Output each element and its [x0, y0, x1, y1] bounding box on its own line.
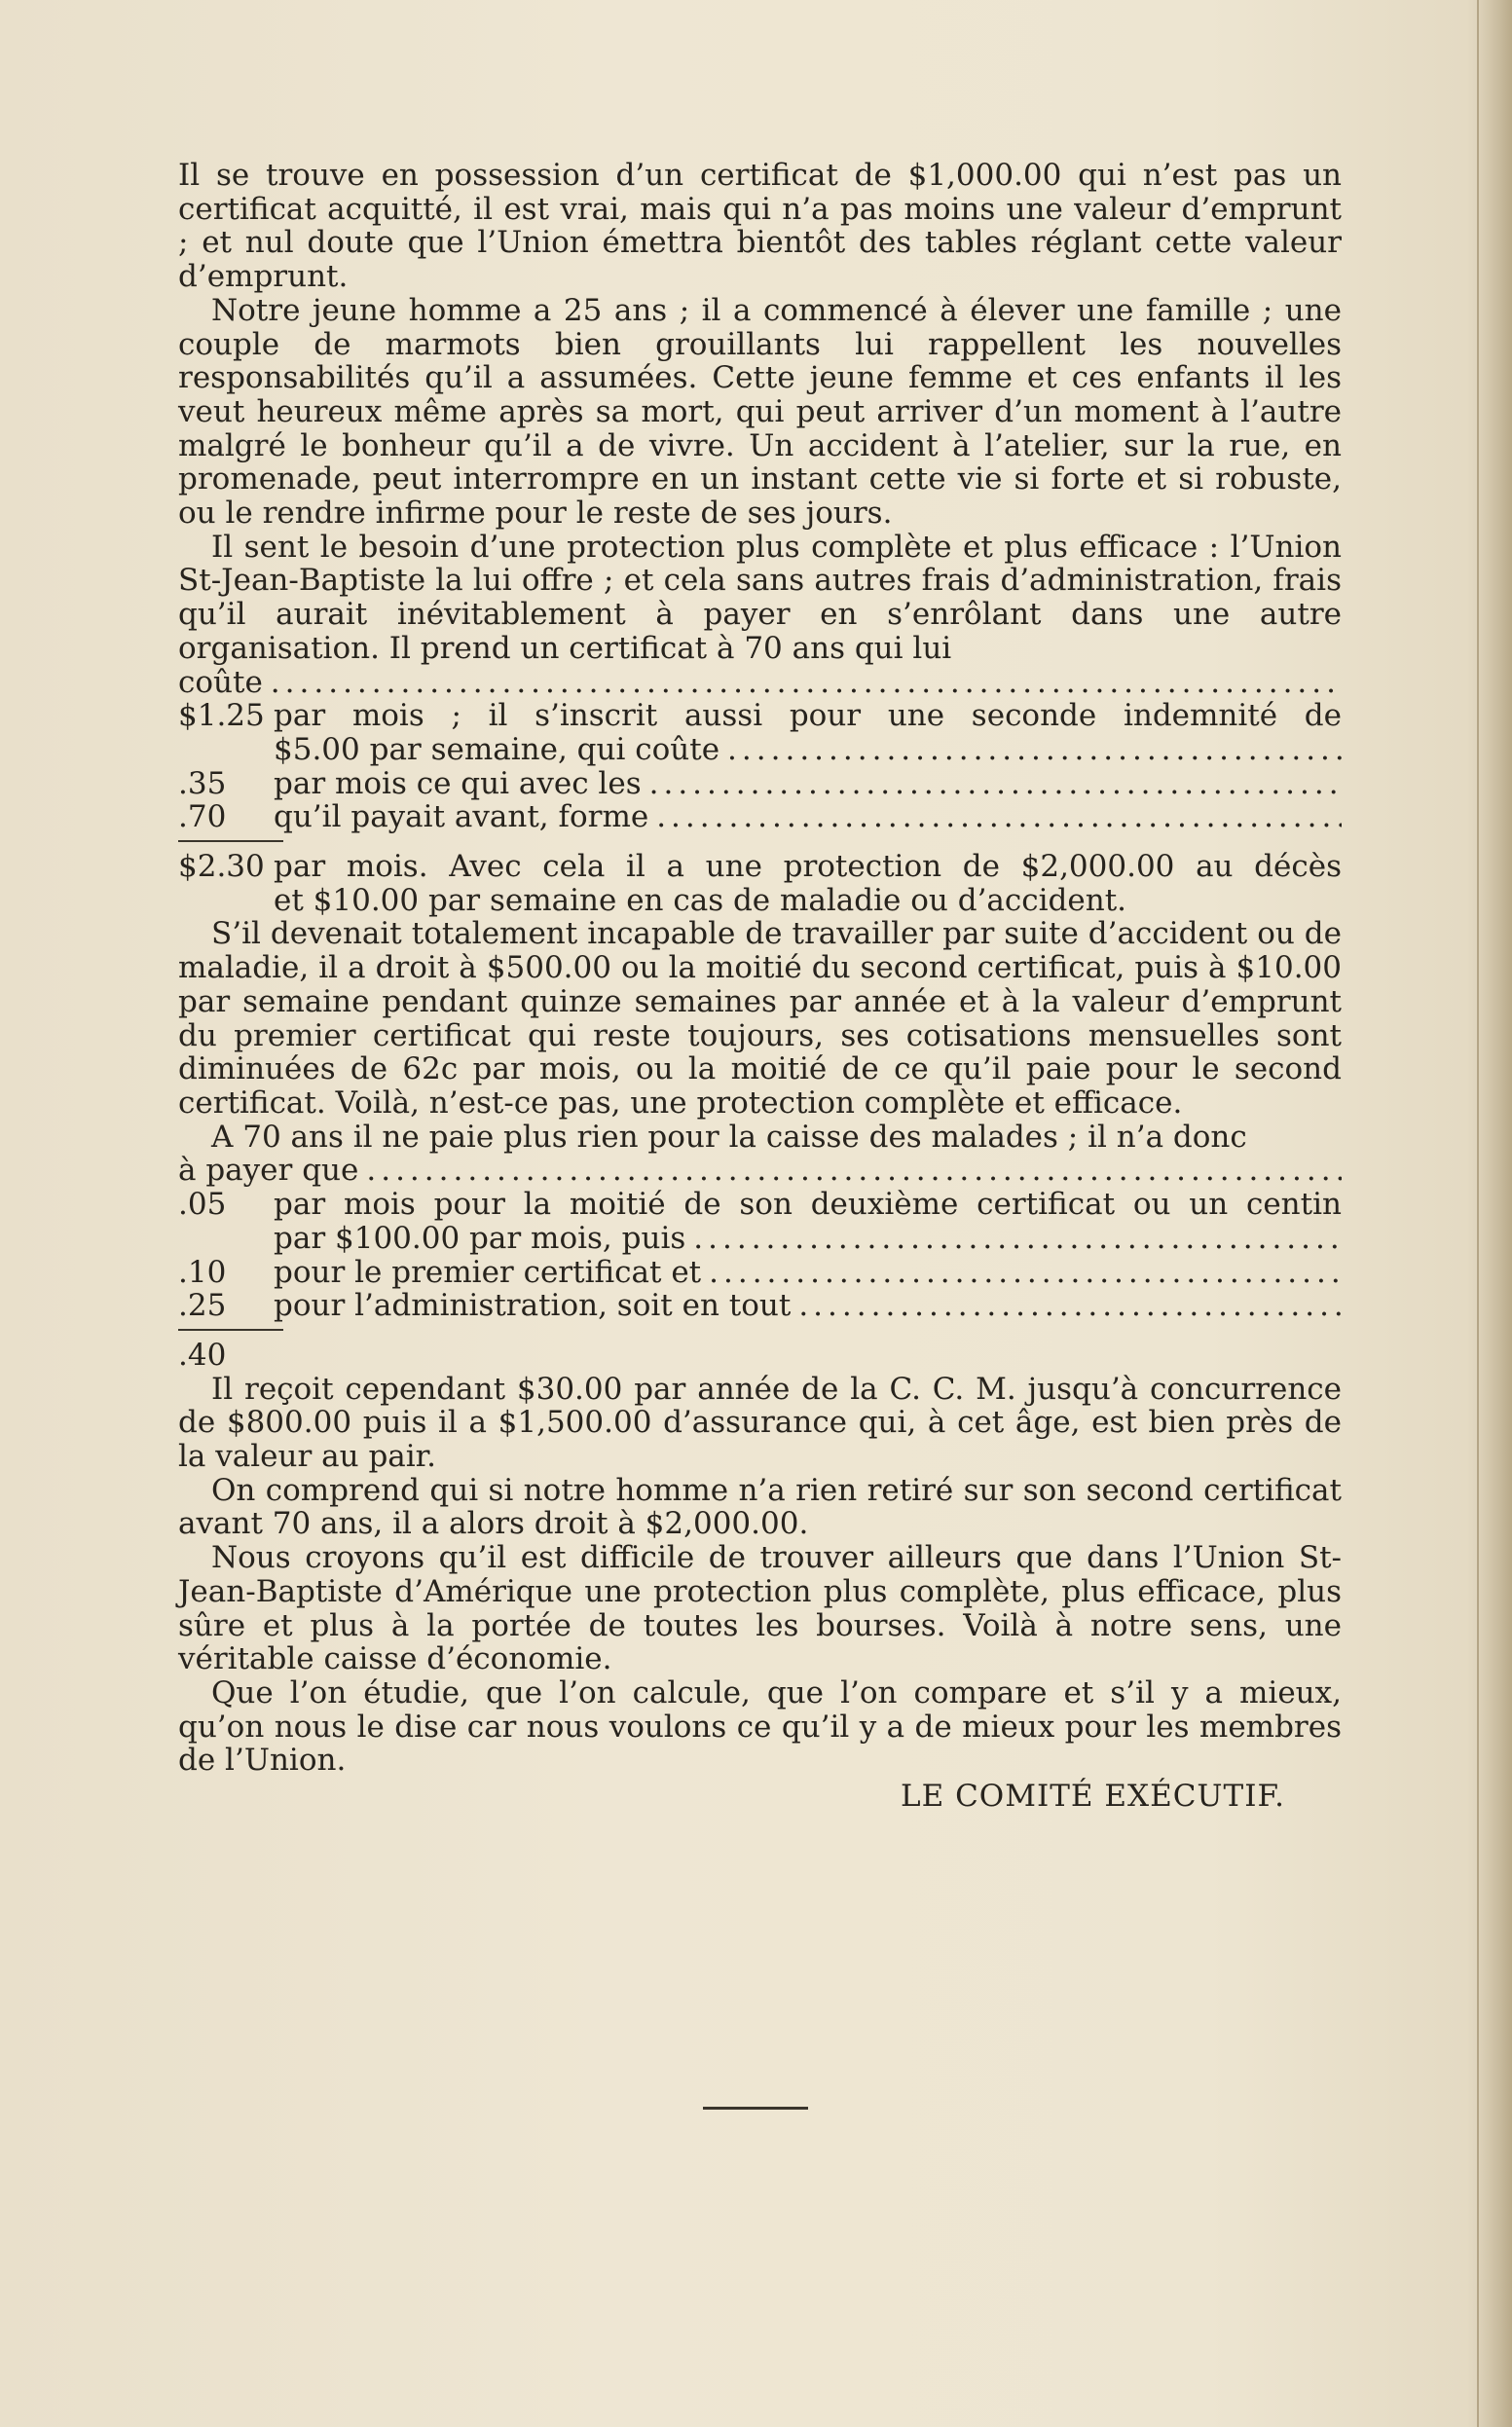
paragraph: S’il devenait totalement incapable de travailler par suite d’accident ou de maladie, il a droit à $500.00 ou la moitié du second certificat, puis à $10.00 par semaine pendant quinze semaines par année et à la valeur d’emprunt du premier certificat qui reste toujours, ses cotisations mensuelles sont diminuées de 62c par mois, ou la moitié de ce qu’il paie pour le second certificat. Voilà, n’est-ce pas, une protection complète et efficace.: [178, 916, 1342, 1121]
leader-dots: [798, 1289, 1342, 1323]
table2-intro: [178, 1154, 1342, 1188]
paragraph: On comprend qui si notre homme n’a rien retiré sur son second certificat avant 70 ans, il a alors droit à $2,000.00.: [178, 1472, 1342, 1542]
amount: .35: [178, 765, 227, 801]
paragraph: Que l’on étudie, que l’on calcule, que l’on compare et s’il y a mieux, qu’on nous le dise car nous voulons ce qu’il y a de mieux pour les membres de l’Union.: [178, 1674, 1342, 1779]
sum-rule: [178, 840, 283, 842]
amount: .70: [178, 799, 227, 835]
row-text: $5.00 par semaine, qui coûte: [274, 731, 720, 767]
leader-dots: [271, 666, 1342, 700]
leader-dots: [656, 800, 1342, 834]
table2-row-2: [178, 1256, 1342, 1290]
row-text: par $100.00 par mois, puis: [274, 1220, 686, 1256]
leader-dots: [693, 1222, 1342, 1256]
table2-total: .40: [178, 1337, 227, 1373]
table1-row-1-continuation: [178, 733, 1342, 767]
row-text: qu’il payait avant, forme: [274, 799, 649, 835]
document-body: [178, 159, 1342, 1814]
paragraph: Il se trouve en possession d’un certificat de $1,000.00 qui n’est pas un certificat acquitté, il est vrai, mais qui n’a pas moins une valeur d’emprunt ; et nul doute que l’Union émettra bientôt des tables réglant cette valeur d’emprunt.: [178, 158, 1342, 295]
leader-label: coûte: [178, 664, 263, 700]
table1-intro: [178, 666, 1342, 700]
leader-dots: [366, 1154, 1342, 1188]
paragraph: Il reçoit cependant $30.00 par année de la C. C. M. jusqu’à concurrence de $800.00 puis il a $1,500.00 d’assurance qui, à cet âge, est bien près de la valeur au pair.: [178, 1371, 1342, 1475]
table1-row-2: [178, 767, 1342, 801]
end-rule: [703, 2107, 808, 2110]
paragraph: Notre jeune homme a 25 ans ; il a commencé à élever une famille ; une couple de marmots bien grouillants lui rappellent les nouvelles responsabilités qu’il a assumées. Cette jeune femme et ces enfants il les veut heureux même après sa mort, qui peut arriver d’un moment à l’autre malgré le bonheur qu’il a de vivre. Un accident à l’atelier, sur la rue, en promenade, peut interrompre en un instant cette vie si forte et si robuste, ou le rendre infirme pour le reste de ses jours.: [178, 292, 1342, 532]
amount: .10: [178, 1254, 227, 1290]
row-text: pour l’administration, soit en tout: [274, 1288, 792, 1324]
table1-row-1: [178, 699, 1342, 733]
amount: $1.25: [178, 698, 265, 734]
leader-dots: [727, 733, 1342, 767]
signature: LE COMITÉ EXÉCUTIF.: [901, 1779, 1285, 1815]
table2-row-1-continuation: [178, 1222, 1342, 1256]
total-text: par mois. Avec cela il a une protection de $2,000.00 au décès: [274, 849, 1342, 885]
paragraph: A 70 ans il ne paie plus rien pour la caisse des malades ; il n’a donc: [211, 1119, 1247, 1155]
row-text: pour le premier certificat et: [274, 1254, 702, 1290]
leader-dots: [709, 1256, 1342, 1290]
total-amount: $2.30: [178, 849, 265, 885]
table2-row-1: [178, 1188, 1342, 1222]
row-text: par mois pour la moitié de son deuxième certificat ou un centin: [274, 1187, 1342, 1223]
row-text: par mois ; il s’inscrit aussi pour une seconde indemnité de: [274, 698, 1342, 734]
table1-total: [178, 850, 1342, 884]
leader-label: à payer que: [178, 1153, 359, 1189]
row-text: par mois ce qui avec les: [274, 765, 642, 801]
table1-row-3: [178, 800, 1342, 834]
amount: .05: [178, 1187, 227, 1223]
page-edge: [1477, 0, 1512, 2427]
paragraph: Il sent le besoin d’une protection plus complète et plus efficace : l’Union St-Jean-Baptiste la lui offre ; et cela sans autres frais d’administration, frais qu’il aurait inévitablement à payer en s’enrôlant dans une autre organisation. Il prend un certificat à 70 ans qui lui: [178, 529, 1342, 666]
paragraph: Nous croyons qu’il est difficile de trouver ailleurs que dans l’Union St-Jean-Baptiste d’Amérique une protection plus complète, plus efficace, plus sûre et plus à la portée de toutes les bourses. Voilà à notre sens, une véritable caisse d’économie.: [178, 1540, 1342, 1677]
sum-rule: [178, 1329, 283, 1331]
amount: .25: [178, 1288, 227, 1324]
table2-row-3: [178, 1289, 1342, 1323]
leader-dots: [649, 767, 1342, 801]
table1-total-continuation: et $10.00 par semaine en cas de maladie ou d’accident.: [274, 882, 1127, 918]
